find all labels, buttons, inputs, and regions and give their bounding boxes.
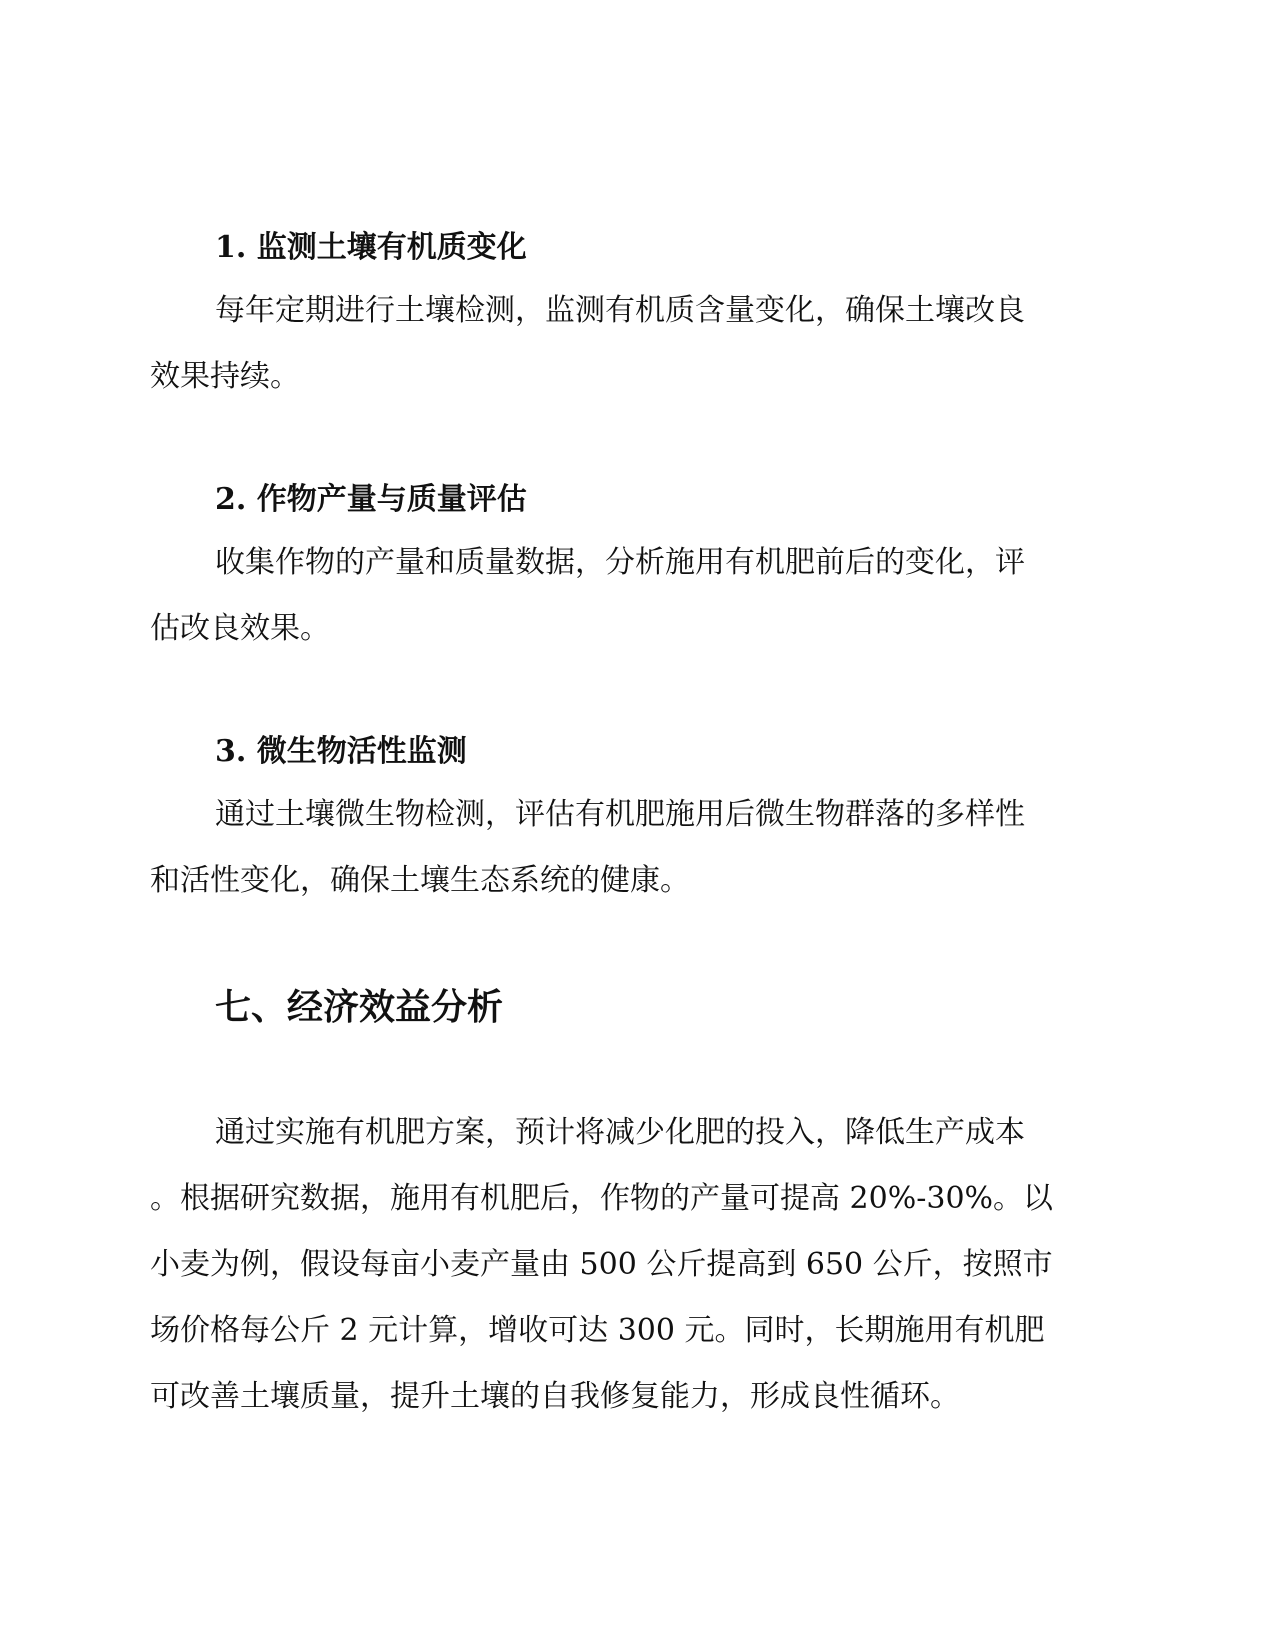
chapter-line-1: 通过实施有机肥方案，预计将减少化肥的投入，降低生产成本 [215,1115,1025,1150]
section-1-body [150,278,1125,410]
chapter-line-3: 小麦为例，假设每亩小麦产量由 500 公斤提高到 650 公斤，按照市 [150,1247,1053,1282]
section-2-line-2: 估改良效果。 [150,611,330,646]
section-1-line-1: 每年定期进行土壤检测，监测有机质含量变化，确保土壤改良 [215,293,1025,328]
chapter-line-2: 。根据研究数据，施用有机肥后，作物的产量可提高 20%-30%。以 [150,1181,1054,1216]
chapter-paragraph [150,1100,1125,1430]
section-3-paragraph [150,782,1125,914]
section-2-line-1: 收集作物的产量和质量数据，分析施用有机肥前后的变化，评 [215,545,1025,580]
chapter-line-4: 场价格每公斤 2 元计算，增收可达 300 元。同时，长期施用有机肥 [150,1313,1045,1348]
section-1-title: 1. 监测土壤有机质变化 [215,230,527,265]
section-3-line-2: 和活性变化，确保土壤生态系统的健康。 [150,863,690,898]
chapter-body [150,1100,1125,1430]
chapter-title: 七、经济效益分析 [215,986,504,1028]
section-2-paragraph [150,530,1125,662]
section-3-line-1: 通过土壤微生物检测，评估有机肥施用后微生物群落的多样性 [215,797,1025,832]
section-1-line-2: 效果持续。 [150,359,300,394]
chapter-line-5: 可改善土壤质量，提升土壤的自我修复能力，形成良性循环。 [150,1379,960,1414]
section-3-body [150,782,1125,914]
section-1-paragraph [150,278,1125,410]
section-3-title: 3. 微生物活性监测 [215,734,467,769]
section-2-title: 2. 作物产量与质量评估 [215,482,527,517]
section-2-body [150,530,1125,662]
